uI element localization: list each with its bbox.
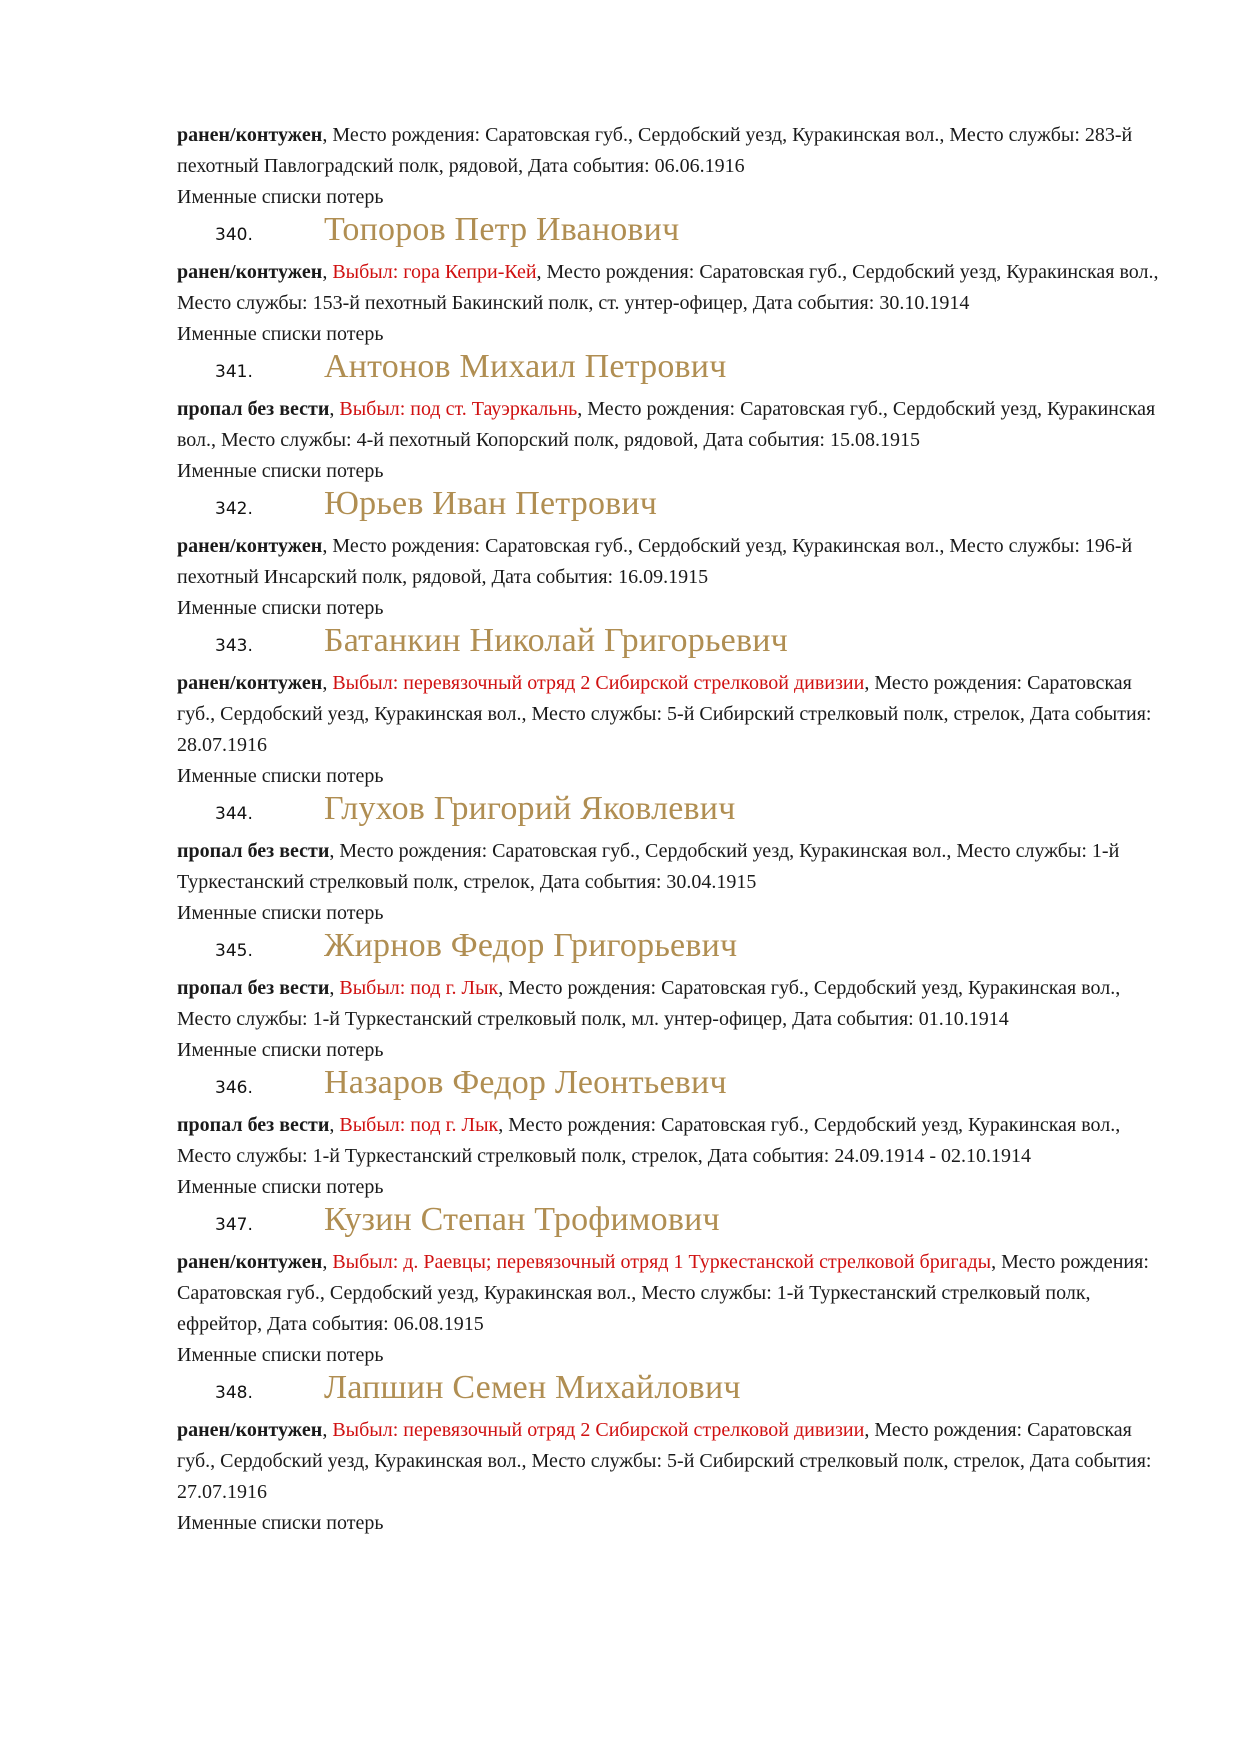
entry-dropped-location: Выбыл: гора Кепри-Кей — [332, 261, 537, 283]
entry-number: 340. — [215, 225, 253, 245]
entry-source: Именные списки потерь — [177, 1344, 384, 1366]
intro-status: ранен/контужен — [177, 124, 323, 146]
person-name: Назаров Федор Леонтьевич — [324, 1064, 727, 1101]
entry-header — [177, 1369, 1167, 1415]
entry-number: 346. — [215, 1078, 253, 1098]
entry-detail — [177, 257, 1167, 319]
entry-348 — [177, 1369, 1167, 1539]
entry-status: пропал без вести — [177, 840, 330, 862]
entry-header — [177, 790, 1167, 836]
entry-detail — [177, 531, 1167, 593]
entry-source: Именные списки потерь — [177, 1512, 384, 1534]
entry-info: , Место рождения: Саратовская губ., Сердобский уезд, Куракинская вол., Место службы: 196-й пехотный Инсарский полк, рядовой, Дата события: 16.09.1915 — [177, 535, 1133, 588]
person-name: Кузин Степан Трофимович — [324, 1201, 720, 1238]
entry-info: , Место рождения: Саратовская губ., Сердобский уезд, Куракинская вол., Место службы: 1-й Туркестанский стрелковый полк, стрелок, Дата события: 30.04.1915 — [177, 840, 1120, 893]
entry-342 — [177, 485, 1167, 624]
entry-status: пропал без вести — [177, 977, 330, 999]
entry-detail — [177, 394, 1167, 456]
entry-source: Именные списки потерь — [177, 597, 384, 619]
entry-number: 341. — [215, 362, 253, 382]
entry-source: Именные списки потерь — [177, 902, 384, 924]
entry-header — [177, 1064, 1167, 1110]
entry-detail — [177, 1110, 1167, 1172]
entry-detail — [177, 1247, 1167, 1340]
entry-number: 343. — [215, 636, 253, 656]
entry-dropped-location: Выбыл: под ст. Тауэркальнь — [339, 398, 578, 420]
entry-source: Именные списки потерь — [177, 765, 384, 787]
entry-dropped-location: Выбыл: перевязочный отряд 2 Сибирской стрелковой дивизии — [332, 672, 865, 694]
entry-dropped-location: Выбыл: под г. Лык — [339, 1114, 499, 1136]
entry-344 — [177, 790, 1167, 929]
entry-number: 344. — [215, 804, 253, 824]
person-name: Жирнов Федор Григорьевич — [324, 927, 738, 964]
entry-dropped-location: Выбыл: перевязочный отряд 2 Сибирской стрелковой дивизии — [332, 1419, 865, 1441]
entry-source: Именные списки потерь — [177, 460, 384, 482]
intro-source: Именные списки потерь — [177, 186, 384, 208]
entry-status: ранен/контужен — [177, 672, 323, 694]
entry-number: 348. — [215, 1383, 253, 1403]
entry-343 — [177, 622, 1167, 792]
entry-345 — [177, 927, 1167, 1066]
entry-info: , Место рождения: Саратовская губ., Сердобский уезд, Куракинская вол., Место службы: 153-й пехотный Бакинский полк, ст. унтер-офицер, Дата события: 30.10.1914 — [177, 261, 1159, 314]
entry-separator: , — [322, 672, 333, 694]
entry-340 — [177, 211, 1167, 350]
entry-status: ранен/контужен — [177, 1419, 323, 1441]
entry-info: , Место рождения: Саратовская губ., Сердобский уезд, Куракинская вол., Место службы: 1-й Туркестанский стрелковый полк, мл. унтер-офицер, Дата события: 01.10.1914 — [177, 977, 1121, 1030]
entry-separator: , — [322, 261, 333, 283]
entry-header — [177, 211, 1167, 257]
entry-detail — [177, 973, 1167, 1035]
entry-341 — [177, 348, 1167, 487]
entry-status: ранен/контужен — [177, 1251, 323, 1273]
person-name: Лапшин Семен Михайлович — [324, 1369, 741, 1406]
entry-separator: , — [322, 1419, 333, 1441]
entry-info: , Место рождения: Саратовская губ., Сердобский уезд, Куракинская вол., Место службы: 5-й Сибирский стрелковый полк, стрелок, Дата события: 28.07.1916 — [177, 672, 1152, 756]
entry-detail — [177, 668, 1167, 761]
person-name: Батанкин Николай Григорьевич — [324, 622, 788, 659]
person-name: Антонов Михаил Петрович — [324, 348, 727, 385]
entry-header — [177, 622, 1167, 668]
intro-info: , Место рождения: Саратовская губ., Сердобский уезд, Куракинская вол., Место службы: 283-й пехотный Павлоградский полк, рядовой, Дата события: 06.06.1916 — [177, 124, 1133, 177]
entry-detail — [177, 836, 1167, 898]
entry-status: ранен/контужен — [177, 261, 323, 283]
entry-status: ранен/контужен — [177, 535, 323, 557]
entry-source: Именные списки потерь — [177, 1176, 384, 1198]
person-name: Топоров Петр Иванович — [324, 211, 680, 248]
entry-header — [177, 485, 1167, 531]
intro-detail — [177, 120, 1167, 182]
document-page — [177, 120, 1167, 1539]
entry-info: , Место рождения: Саратовская губ., Сердобский уезд, Куракинская вол., Место службы: 4-й пехотный Копорский полк, рядовой, Дата события: 15.08.1915 — [177, 398, 1156, 451]
entry-separator: , — [329, 1114, 340, 1136]
person-name: Юрьев Иван Петрович — [324, 485, 658, 522]
entry-number: 347. — [215, 1215, 253, 1235]
entry-source: Именные списки потерь — [177, 323, 384, 345]
entry-info: , Место рождения: Саратовская губ., Сердобский уезд, Куракинская вол., Место службы: 1-й Туркестанский стрелковый полк, ефрейтор, Дата события: 06.08.1915 — [177, 1251, 1149, 1335]
entry-number: 342. — [215, 499, 253, 519]
entry-dropped-location: Выбыл: под г. Лык — [339, 977, 499, 999]
entry-dropped-location: Выбыл: д. Раевцы; перевязочный отряд 1 Туркестанской стрелковой бригады — [332, 1251, 992, 1273]
person-name: Глухов Григорий Яковлевич — [324, 790, 736, 827]
entry-separator: , — [322, 1251, 333, 1273]
entry-346 — [177, 1064, 1167, 1203]
entry-header — [177, 1201, 1167, 1247]
entry-separator: , — [329, 398, 340, 420]
entry-status: пропал без вести — [177, 1114, 330, 1136]
entry-header — [177, 927, 1167, 973]
entry-header — [177, 348, 1167, 394]
entry-detail — [177, 1415, 1167, 1508]
entry-info: , Место рождения: Саратовская губ., Сердобский уезд, Куракинская вол., Место службы: 5-й Сибирский стрелковый полк, стрелок, Дата события: 27.07.1916 — [177, 1419, 1152, 1503]
entry-number: 345. — [215, 941, 253, 961]
entry-status: пропал без вести — [177, 398, 330, 420]
entry-source: Именные списки потерь — [177, 1039, 384, 1061]
entry-info: , Место рождения: Саратовская губ., Сердобский уезд, Куракинская вол., Место службы: 1-й Туркестанский стрелковый полк, стрелок, Дата события: 24.09.1914 - 02.10.1914 — [177, 1114, 1121, 1167]
entry-separator: , — [329, 977, 340, 999]
entry-347 — [177, 1201, 1167, 1371]
